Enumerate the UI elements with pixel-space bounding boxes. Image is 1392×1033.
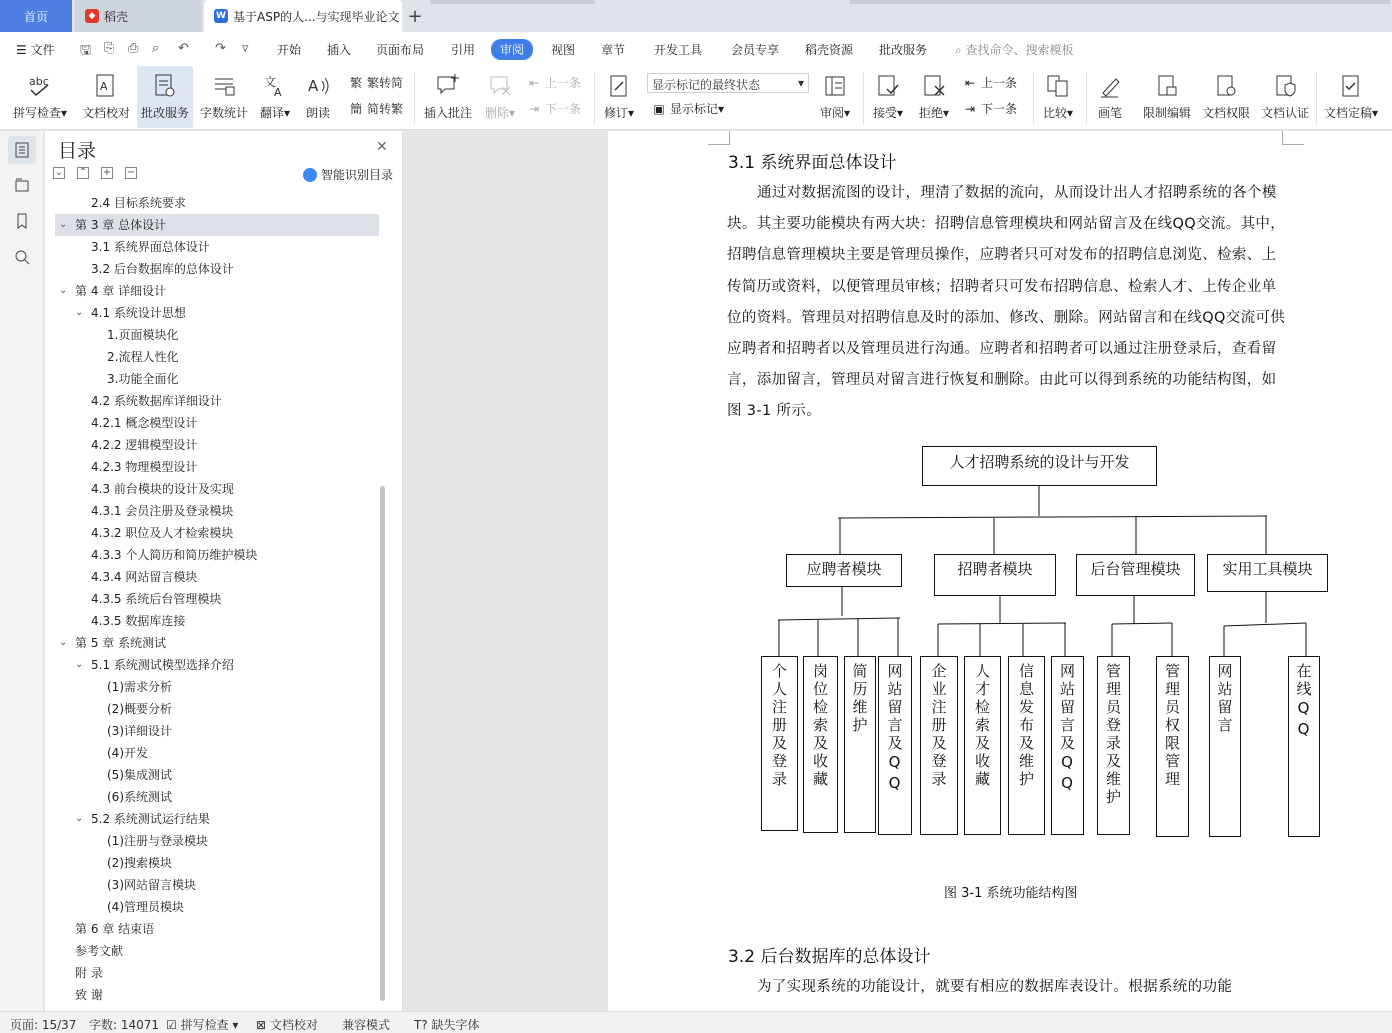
read-aloud-button[interactable] — [300, 66, 336, 128]
prev-comment-label: 上一条 — [545, 76, 582, 90]
menu-member[interactable]: 会员专享 — [731, 43, 780, 57]
status-doc-proof-label: 文档校对 — [269, 1018, 318, 1032]
track-changes-icon — [605, 72, 633, 100]
toc-item[interactable] — [55, 588, 379, 610]
svg-text:A: A — [100, 80, 108, 93]
toc-item[interactable] — [55, 830, 379, 852]
menu-view[interactable]: 视图 — [551, 43, 576, 57]
chevron-down-icon[interactable]: ⌄ — [59, 219, 68, 230]
insert-comment-label: 插入批注 — [423, 106, 472, 120]
toc-item-label: (5)集成测试 — [107, 768, 172, 782]
diagram-root-box: 人才招聘系统的设计与开发 — [922, 446, 1157, 486]
diagram-leaf-box: 信息发布及维护 — [1008, 656, 1045, 835]
doc-cert-icon — [1271, 72, 1299, 100]
word-count-icon — [210, 72, 238, 100]
toc-item-label: 4.3.5 数据库连接 — [91, 614, 186, 628]
review-ribbon — [0, 66, 1392, 130]
smart-recognize-icon — [303, 168, 317, 182]
word-count-label: 字数统计 — [199, 106, 248, 120]
translate-label: 翻译 — [259, 106, 284, 120]
toc-item-label: 4.3.3 个人简历和简历维护模块 — [91, 548, 258, 562]
diagram-leaf-box: 管理员权限管理 — [1156, 656, 1189, 837]
tab-daoke-label: 稻壳 — [104, 9, 129, 24]
doc-rights-button[interactable] — [1199, 66, 1253, 128]
toc-item[interactable] — [55, 742, 379, 764]
toc-item-label: 3.功能全面化 — [107, 372, 179, 386]
accept-button[interactable]: 接受▾ — [868, 66, 908, 128]
toc-item-label: (4)管理员模块 — [107, 900, 184, 914]
tab-strip-divider — [430, 0, 595, 4]
menu-bar — [0, 32, 1392, 66]
toc-item-label: 5.1 系统测试模型选择介绍 — [91, 658, 234, 672]
toc-item[interactable] — [55, 676, 379, 698]
toc-item[interactable] — [55, 632, 379, 654]
toc-item-label: 4.3 前台模块的设计及实现 — [91, 482, 234, 496]
restrict-edit-icon — [1153, 72, 1181, 100]
compat-mode-label: 兼容模式 — [342, 1018, 391, 1032]
diagram-leaf-box: 企业注册及登录 — [920, 656, 958, 835]
toc-item[interactable] — [55, 346, 379, 368]
toc-item[interactable] — [55, 654, 379, 676]
restrict-edit-button[interactable] — [1140, 66, 1194, 128]
doc-rights-icon — [1212, 72, 1240, 100]
toc-item-label: (6)系统测试 — [107, 790, 172, 804]
pen-icon — [1096, 72, 1124, 100]
search-icon: ⌕ — [955, 43, 966, 57]
toc-item[interactable] — [55, 434, 379, 456]
toc-item-label: 2.流程人性化 — [107, 350, 179, 364]
toc-item[interactable] — [55, 412, 379, 434]
toc-item[interactable] — [55, 192, 379, 214]
toc-item-label: (1)需求分析 — [107, 680, 172, 694]
diagram-leaf-box: 个人注册及登录 — [761, 656, 798, 831]
doc-proof-label: 文档校对 — [81, 106, 130, 120]
checkbox-icon: ☑ — [166, 1018, 181, 1032]
body-paragraph: 通过对数据流图的设计，理清了数据的流向，从而设计出人才招聘系统的各个模块。其主要功能模块有两大块：招聘信息管理模块和网站留言及在线QQ交流。其中，招聘信息管理模块主要是管理员操作，应聘者只可对发布的招聘信息浏览、检索、上传简历或资料，以便管理员审核；招聘者只可发布招聘信息、检索人才、上传企业单位的资料。管理员对招聘信息及时的添加、修改、删除。网站留言和在线QQ交流可供应聘者和招聘者以及管理员进行沟通。应聘者和招聘者可以通过注册登录后，查看留言，添加留言，管理员对留言进行恢复和删除。由此可以得到系统的功能结构图，如图 3-1 所示。 — [727, 185, 1286, 420]
diagram-leaf-box: 管理员登录及维护 — [1097, 656, 1130, 835]
simp-to-trad-button[interactable] — [348, 100, 403, 117]
track-changes-label: 修订 — [603, 106, 628, 120]
doc-cert-label: 文档认证 — [1260, 106, 1309, 120]
translate-button[interactable]: 文 A 翻译▾ — [255, 66, 295, 128]
toc-item[interactable] — [55, 456, 379, 478]
spellcheck-icon — [26, 72, 54, 100]
next-change-button[interactable] — [962, 100, 1017, 117]
toc-item[interactable] — [55, 236, 379, 258]
toc-item[interactable] — [55, 984, 379, 1006]
doc-finalize-icon — [1337, 72, 1365, 100]
pen-button[interactable] — [1092, 66, 1128, 128]
toc-item-label: 4.3.4 网站留言模块 — [91, 570, 198, 584]
toc-item-label: 第 3 章 总体设计 — [75, 218, 167, 232]
reject-button[interactable]: 拒绝▾ — [914, 66, 954, 128]
toc-item-label: 致 谢 — [75, 988, 103, 1002]
ribbon-divider — [414, 72, 415, 124]
figure-caption: 图 3-1 系统功能结构图 — [944, 886, 1078, 901]
prev-comment-button[interactable] — [526, 74, 581, 91]
status-doc-proof[interactable] — [256, 1016, 318, 1033]
smart-recognize-toc-button[interactable] — [303, 166, 393, 183]
pen-label: 画笔 — [1097, 106, 1122, 120]
doc-proof-button[interactable] — [78, 66, 134, 128]
toc-item-label: (2)概要分析 — [107, 702, 172, 716]
reject-label: 拒绝 — [918, 106, 943, 120]
diagram-module-box: 招聘者模块 — [934, 554, 1056, 596]
toc-item[interactable] — [55, 566, 379, 588]
undo-icon[interactable]: ↶ — [178, 41, 189, 56]
toc-item[interactable] — [55, 874, 379, 896]
markup-state-value: 显示标记的最终状态 — [652, 78, 761, 92]
title-tab-bar — [0, 0, 1392, 32]
toc-item[interactable] — [55, 852, 379, 874]
save-icon[interactable]: 🖫 — [80, 43, 92, 58]
svg-text:文: 文 — [264, 75, 277, 89]
toc-item-label: (1)注册与登录模块 — [107, 834, 208, 848]
toc-item-label: 4.3.2 职位及人才检索模块 — [91, 526, 234, 540]
prev-change-icon: ⇤ — [964, 75, 976, 90]
diagram-leaf-box: 简历维护 — [844, 656, 876, 833]
diagram-leaf-box: 网站留言 — [1209, 656, 1241, 837]
review-pane-button[interactable]: 审阅▾ — [815, 66, 855, 128]
spellcheck-label: 拼写检查 — [12, 106, 61, 120]
toc-item-label: 第 5 章 系统测试 — [75, 636, 167, 650]
correction-service-icon — [151, 72, 179, 100]
proof-icon: ⊠ — [256, 1018, 270, 1032]
chevron-down-icon[interactable]: ⌄ — [75, 659, 84, 670]
tab-daoke[interactable] — [75, 0, 202, 32]
toc-item-label: 4.1 系统设计思想 — [91, 306, 186, 320]
read-aloud-icon — [304, 72, 332, 100]
trad-to-simp-icon: 繁 — [349, 76, 362, 90]
tab-document[interactable] — [204, 0, 402, 32]
menu-file[interactable]: ☰ 文件 — [16, 43, 55, 57]
command-search[interactable] — [955, 41, 1074, 58]
next-comment-button[interactable] — [526, 100, 581, 117]
svg-text:abc: abc — [29, 75, 49, 88]
writer-doc-icon: W — [214, 9, 228, 23]
chevron-down-icon[interactable]: ⌄ — [75, 307, 84, 318]
chevron-down-icon: ▾ — [797, 76, 804, 90]
close-icon[interactable]: ✕ — [376, 139, 388, 155]
chevron-down-icon[interactable]: ⌄ — [59, 637, 68, 648]
toc-item-label: 2.4 目标系统要求 — [91, 196, 186, 210]
toc-panel-title: 目录 — [58, 140, 97, 162]
menu-page-layout[interactable]: 页面布局 — [376, 43, 425, 57]
delete-comment-icon — [486, 72, 514, 100]
compare-icon — [1044, 72, 1072, 100]
toc-scrollbar[interactable] — [380, 486, 385, 1001]
nav-icon-strip — [0, 131, 44, 1011]
correction-service-button[interactable] — [137, 66, 193, 128]
toc-item[interactable] — [55, 610, 379, 632]
reject-icon — [920, 72, 948, 100]
command-search-placeholder: 查找命令、搜索模板 — [965, 43, 1074, 57]
collapse-all-icon[interactable]: ⌄ — [54, 167, 64, 178]
missing-font-button[interactable] — [414, 1016, 480, 1033]
toc-panel-icon[interactable] — [8, 136, 36, 164]
read-aloud-label: 朗读 — [305, 106, 330, 120]
correction-service-label: 批改服务 — [140, 106, 189, 120]
remove-heading-icon[interactable]: − — [126, 167, 136, 178]
prev-change-button[interactable] — [962, 74, 1017, 91]
ribbon-divider — [1033, 72, 1034, 124]
next-comment-icon: ⇥ — [528, 101, 540, 116]
print-icon[interactable]: ⎙ — [128, 41, 139, 56]
toc-item-label: (4)开发 — [107, 746, 148, 760]
review-pane-icon — [821, 72, 849, 100]
toc-item[interactable] — [55, 896, 379, 918]
page-corner-mark — [1282, 131, 1304, 145]
prev-change-label: 上一条 — [981, 76, 1018, 90]
toc-item-label: 1.页面模块化 — [107, 328, 179, 342]
simp-to-trad-icon: 簡 — [349, 102, 362, 116]
toc-panel — [45, 131, 403, 1011]
diagram-leaf-box: 网站留言及QQ — [1051, 656, 1084, 835]
track-changes-button[interactable]: 修订▾ — [598, 66, 640, 128]
next-change-label: 下一条 — [981, 102, 1018, 116]
delete-comment-button[interactable]: 删除▾ — [480, 66, 520, 128]
compare-button[interactable]: 比较▾ — [1038, 66, 1078, 128]
menu-insert[interactable]: 插入 — [327, 43, 352, 57]
toc-item-label: 参考文献 — [75, 944, 124, 958]
page-indicator[interactable]: 页面: 15/37 — [10, 1018, 77, 1032]
word-count-button[interactable] — [197, 66, 251, 128]
insert-comment-button[interactable] — [420, 66, 476, 128]
toc-item-label: (3)详细设计 — [107, 724, 172, 738]
toc-item[interactable] — [55, 918, 379, 940]
heading-3-1: 3.1 系统界面总体设计 — [728, 153, 897, 173]
markup-state-select[interactable] — [647, 73, 809, 93]
tab-strip-divider-right — [850, 0, 1390, 4]
accept-icon — [874, 72, 902, 100]
toc-item-label: 第 6 章 结束语 — [75, 922, 155, 936]
doc-rights-label: 文档权限 — [1201, 106, 1250, 120]
toc-item[interactable] — [55, 962, 379, 984]
diagram-leaf-box: 岗位检索及收藏 — [803, 656, 838, 833]
toc-item[interactable] — [55, 522, 379, 544]
chapter-nav-icon[interactable] — [8, 171, 36, 199]
toc-item[interactable] — [55, 720, 379, 742]
toc-item-label: 4.2.3 物理模型设计 — [91, 460, 198, 474]
toc-item[interactable] — [55, 500, 379, 522]
bookmark-icon[interactable] — [8, 207, 36, 235]
toc-item-label: 4.2 系统数据库详细设计 — [91, 394, 222, 408]
diagram-module-box: 应聘者模块 — [786, 554, 902, 587]
menu-file-label: 文件 — [30, 43, 55, 57]
simp-to-trad-label: 简转繁 — [367, 102, 404, 116]
diagram-module-box: 后台管理模块 — [1076, 554, 1195, 596]
toc-item-label: (3)网站留言模块 — [107, 878, 196, 892]
show-markup-icon: ▣ — [653, 101, 665, 116]
toc-item-label: 4.2.1 概念模型设计 — [91, 416, 198, 430]
menu-review[interactable]: 审阅 — [491, 39, 533, 60]
delete-comment-label: 删除 — [484, 106, 509, 120]
add-heading-icon[interactable]: + — [102, 167, 112, 178]
trad-to-simp-label: 繁转简 — [367, 76, 404, 90]
print-preview-icon[interactable]: ⌕ — [152, 41, 160, 56]
toc-item[interactable] — [55, 786, 379, 808]
heading-3-2: 3.2 后台数据库的总体设计 — [728, 947, 931, 967]
toc-item-label: 4.3.5 系统后台管理模块 — [91, 592, 222, 606]
tab-home[interactable] — [0, 0, 72, 32]
toc-item[interactable] — [55, 214, 379, 236]
toc-item[interactable] — [55, 390, 379, 412]
doc-cert-button[interactable] — [1258, 66, 1312, 128]
menu-references[interactable]: 引用 — [451, 43, 476, 57]
toc-item[interactable] — [55, 478, 379, 500]
toc-item-label: 4.3.1 会员注册及登录模块 — [91, 504, 234, 518]
customize-dropdown-icon[interactable]: ▿ — [242, 41, 249, 56]
diagram-module-box: 实用工具模块 — [1207, 554, 1328, 592]
doc-finalize-button[interactable]: 文档定稿▾ — [1320, 66, 1382, 128]
next-comment-label: 下一条 — [545, 102, 582, 116]
expand-level-icon[interactable]: ⌃ — [78, 167, 88, 178]
status-bar — [0, 1011, 1392, 1033]
toc-item[interactable] — [55, 368, 379, 390]
next-change-icon: ⇥ — [964, 101, 976, 116]
toc-item-label: 附 录 — [75, 966, 103, 980]
accept-label: 接受 — [872, 106, 897, 120]
search-icon[interactable] — [8, 243, 36, 271]
trad-to-simp-button[interactable] — [348, 74, 403, 91]
body-paragraph: 为了实现系统的功能设计，就要有相应的数据库表设计。根据系统的功能 — [757, 979, 1233, 995]
toc-item-label: 4.2.2 逻辑模型设计 — [91, 438, 198, 452]
new-tab-plus-icon[interactable]: + — [407, 5, 423, 27]
status-spellcheck-label: 拼写检查 — [180, 1018, 229, 1032]
spellcheck-button[interactable]: abc 拼写检查▾ — [8, 66, 72, 128]
restrict-edit-label: 限制编辑 — [1142, 106, 1191, 120]
toc-item[interactable] — [55, 544, 379, 566]
menu-dev-tools[interactable]: 开发工具 — [654, 43, 703, 57]
toc-item[interactable] — [55, 280, 379, 302]
toc-item[interactable] — [55, 764, 379, 786]
diagram-leaf-box: 人才检索及收藏 — [964, 656, 1001, 835]
show-markup-label: 显示标记 — [670, 102, 719, 116]
chevron-down-icon[interactable]: ⌄ — [75, 813, 84, 824]
prev-comment-icon: ⇤ — [528, 75, 540, 90]
toc-item[interactable] — [55, 258, 379, 280]
svg-text:A: A — [308, 77, 319, 95]
export-pdf-icon[interactable]: ⎘ — [104, 41, 115, 56]
toc-item-label: 3.1 系统界面总体设计 — [91, 240, 210, 254]
tab-home-label: 首页 — [23, 9, 48, 24]
toc-item[interactable] — [55, 698, 379, 720]
review-pane-label: 审阅 — [819, 106, 844, 120]
menu-start[interactable]: 开始 — [277, 43, 302, 57]
toc-item-label: (2)搜索模块 — [107, 856, 172, 870]
font-icon: T? — [414, 1018, 432, 1032]
toc-item-label: 第 4 章 详细设计 — [75, 284, 167, 298]
toc-item-label: 3.2 后台数据库的总体设计 — [91, 262, 234, 276]
redo-icon[interactable]: ↷ — [215, 41, 226, 56]
page-corner-mark — [708, 131, 730, 145]
toc-item-label: 5.2 系统测试运行结果 — [91, 812, 210, 826]
menu-chapter[interactable]: 章节 — [601, 43, 626, 57]
ribbon-divider — [594, 72, 595, 124]
missing-font-label: 缺失字体 — [431, 1018, 480, 1032]
daoke-logo-icon: ◆ — [85, 9, 99, 23]
tab-document-label: 基于ASP的人...与实现毕业论文 — [233, 9, 400, 24]
ribbon-divider — [1086, 72, 1087, 124]
doc-finalize-label: 文档定稿 — [1323, 106, 1372, 120]
show-markup-button[interactable]: ▣ 显示标记 ▾ — [651, 100, 724, 117]
svg-text:A: A — [274, 86, 282, 99]
insert-comment-icon — [434, 72, 462, 100]
toc-item[interactable] — [55, 302, 379, 324]
translate-icon — [261, 72, 289, 100]
menu-correction-service[interactable]: 批改服务 — [879, 43, 928, 57]
word-count-indicator[interactable]: 字数: 14071 — [89, 1018, 160, 1032]
ribbon-divider — [863, 72, 864, 124]
diagram-leaf-box: 在线QQ — [1288, 656, 1320, 837]
ribbon-divider — [1316, 72, 1317, 124]
compare-label: 比较 — [1042, 106, 1067, 120]
smart-recognize-label: 智能识别目录 — [321, 168, 394, 182]
status-spellcheck[interactable]: ☑ 拼写检查 ▾ — [166, 1018, 239, 1032]
chevron-down-icon[interactable]: ⌄ — [59, 285, 68, 296]
diagram-leaf-box: 网站留言及QQ — [878, 656, 912, 835]
toc-item[interactable] — [55, 808, 379, 830]
toc-item[interactable] — [55, 940, 379, 962]
doc-proof-icon — [92, 72, 120, 100]
toc-item[interactable] — [55, 324, 379, 346]
menu-daoke-resources[interactable]: 稻壳资源 — [805, 43, 854, 57]
